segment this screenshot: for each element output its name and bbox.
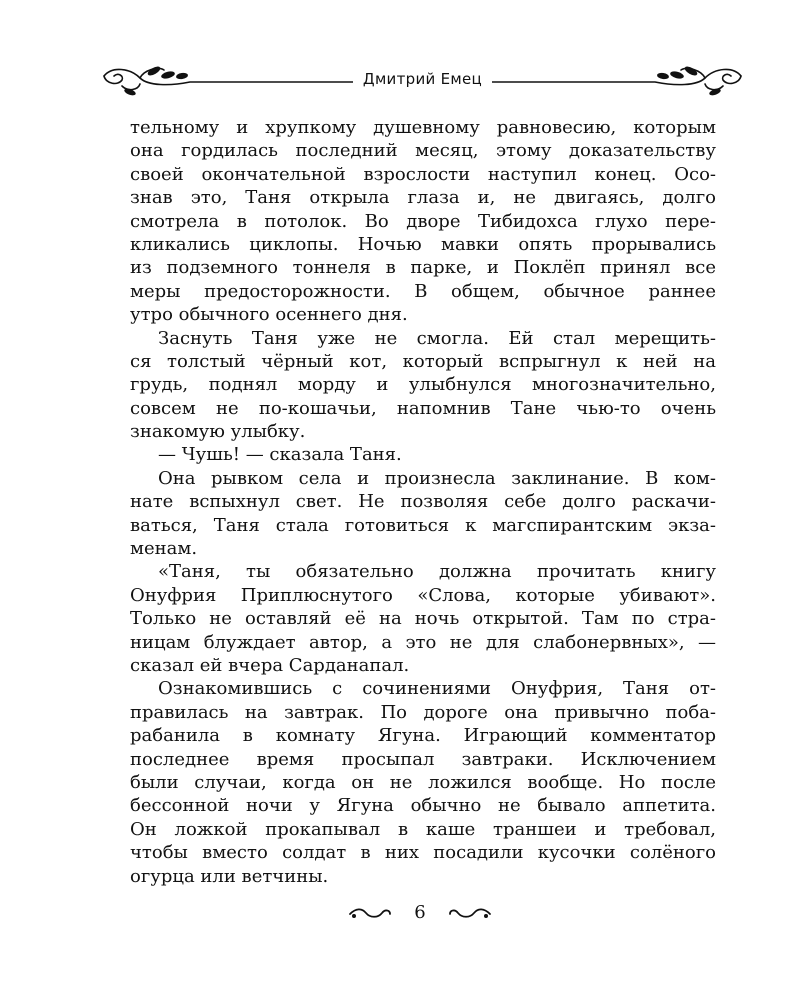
- paragraph: [130, 443, 716, 466]
- text-line: ницам блуждает автор, а это не для слабонервных», —: [130, 631, 716, 653]
- text-line: Онуфрия Приплюснутого «Слова, которые убивают».: [130, 584, 716, 606]
- text-line: нате вспыхнул свет. Не позволяя себе долго раскачи-: [130, 491, 716, 513]
- page-number: 6: [414, 902, 426, 923]
- text-line: ваться, Таня стала готовиться к магспирантским экза-: [130, 514, 716, 536]
- text-line: огурца или ветчины.: [130, 865, 329, 887]
- text-line: ся толстый чёрный кот, который вспрыгнул к ней на: [130, 350, 716, 372]
- text-line: чтобы вместо солдат в них посадили кусочки солёного: [130, 842, 716, 864]
- text-line: «Таня, ты обязательно должна прочитать книгу: [158, 561, 716, 583]
- text-line: Только не оставляй её на ночь открытой. Там по стра-: [130, 608, 716, 630]
- paragraph: [130, 677, 716, 888]
- text-line: грудь, поднял морду и улыбнулся многозначительно,: [130, 374, 716, 396]
- header-author-text: Дмитрий Емец: [353, 70, 492, 88]
- text-line: были случаи, когда он не ложился вообще. Но после: [130, 771, 716, 793]
- running-header: [100, 56, 745, 106]
- paragraph: [130, 560, 716, 677]
- text-line: Она рывком села и произнесла заклинание. В ком-: [158, 467, 716, 489]
- text-line: меры предосторожности. В общем, обычное раннее: [130, 280, 716, 302]
- text-line: из подземного тоннеля в парке, и Поклёп принял все: [130, 257, 716, 279]
- text-line: Ознакомившись с сочинениями Онуфрия, Таня от-: [158, 678, 716, 700]
- text-line: знакомую улыбку.: [130, 421, 306, 443]
- header-author: [100, 70, 745, 88]
- text-line: смотрела в потолок. Во дворе Тибидохса глухо пере-: [130, 210, 716, 232]
- text-line: утро обычного осеннего дня.: [130, 304, 408, 326]
- text-line: менам.: [130, 538, 198, 560]
- text-line: она гордилась последний месяц, этому доказательству: [130, 140, 716, 162]
- text-line: знав это, Таня открыла глаза и, не двигаясь, долго: [130, 187, 716, 209]
- page-footer: [340, 900, 500, 930]
- paragraph: [130, 467, 716, 561]
- text-line: правилась на завтрак. По дороге она привычно поба-: [130, 701, 716, 723]
- footer-flourish-right-icon: [448, 907, 492, 921]
- text-line: Заснуть Таня уже не смогла. Ей стал мерещить-: [158, 327, 716, 349]
- text-line: последнее время просыпал завтраки. Исключением: [130, 748, 716, 770]
- text-line: тельному и хрупкому душевному равновесию, которым: [130, 117, 716, 138]
- text-line: совсем не по-кошачьи, напомнив Тане чью-то очень: [130, 397, 716, 419]
- body-text: [130, 116, 716, 888]
- text-line: рабанила в комнату Ягуна. Играющий комментатор: [130, 725, 716, 747]
- text-line: — Чушь! — сказала Таня.: [158, 444, 402, 466]
- text-line: Он ложкой прокапывал в каше траншеи и требовал,: [130, 818, 716, 840]
- text-line: сказал ей вчера Сарданапал.: [130, 654, 410, 676]
- text-line: бессонной ночи у Ягуна обычно не бывало аппетита.: [130, 795, 716, 817]
- paragraph: [130, 116, 716, 327]
- text-line: кликались циклопы. Ночью мавки опять прорывались: [130, 233, 716, 255]
- paragraph: [130, 327, 716, 444]
- text-line: своей окончательной взрослости наступил конец. Осо-: [130, 163, 716, 185]
